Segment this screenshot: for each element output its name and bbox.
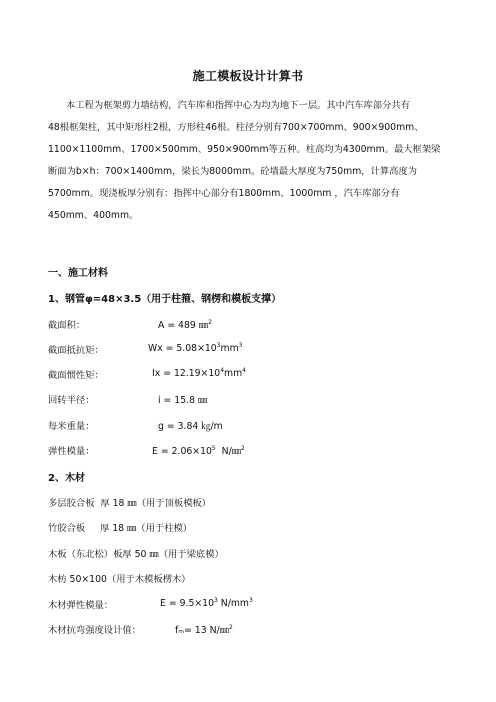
property-value: $E = 2.06\times 10^5$ N/㎜$^2$ — [152, 445, 245, 457]
section-heading-materials: 一、施工材料 — [48, 268, 108, 279]
subsection-heading-timber: 2、木材 — [48, 473, 85, 484]
property-label: 截面积： — [48, 320, 86, 331]
property-label: 每米重量： — [48, 421, 95, 432]
intro-line: 1100×1100mm、1700×500mm、950×900mm等五种。柱高均为4300mm。最大框架梁 — [48, 144, 441, 155]
property-label: 截面抵抗矩： — [48, 345, 104, 356]
intro-line: 48根框架柱，其中矩形柱2根，方形柱46根。柱径分别有700×700mm、900×900mm、 — [48, 122, 424, 133]
intro-line: 5700mm。现浇板厚分别有：指挥中心部分有1800mm、1000mm ，汽车库部分有 — [48, 188, 400, 199]
property-label: 回转半径： — [48, 395, 95, 406]
material-item: 多层胶合板 厚 18 ㎜（用于顶板模板） — [48, 498, 212, 509]
material-item: 木板（东北松）板厚 50 ㎜（用于梁底模） — [48, 549, 224, 560]
subsection-heading-steel-pipe: 1、钢管φ=48×3.5（用于柱箍、钢楞和模板支撑） — [48, 294, 282, 305]
property-value: g = 3.84 ㎏/m — [158, 421, 223, 432]
intro-line: 450mm、400mm。 — [48, 210, 139, 221]
property-value: A = 489 ㎜$^2$ — [158, 319, 212, 331]
property-label: 木材弹性模量： — [48, 600, 114, 611]
property-value: fₘ= 13 N/㎜$^2$ — [175, 624, 233, 636]
property-value: $Wx = 5.08\times 10^3mm^3$ — [148, 342, 243, 354]
property-label: 木材抗弯强度设计值： — [48, 625, 141, 636]
material-item: 木枋 50×100（用于木模板楞木） — [48, 574, 191, 585]
property-value: i = 15.8 ㎜ — [158, 395, 208, 406]
property-value: $Ix = 12.19\times 10^4mm^4$ — [152, 367, 246, 379]
property-label: 截面惯性矩： — [48, 370, 104, 381]
intro-line: 本工程为框架剪力墙结构，汽车库和指挥中心为均为地下一层。其中汽车库部分共有 — [66, 100, 410, 111]
intro-line: 断面为b×h：700×1400mm，梁长为8000mm。砼墙最大厚度为750mm，计算高度为 — [48, 166, 418, 177]
property-value: $E = 9.5\times 10^3$ $N/mm^3$ — [160, 597, 253, 609]
property-label: 弹性模量： — [48, 446, 95, 457]
intro-paragraph — [48, 95, 458, 227]
material-item: 竹胶合板 厚 18 ㎜（用于柱模） — [48, 523, 193, 534]
document-title: 施工模板设计计算书 — [192, 69, 304, 83]
